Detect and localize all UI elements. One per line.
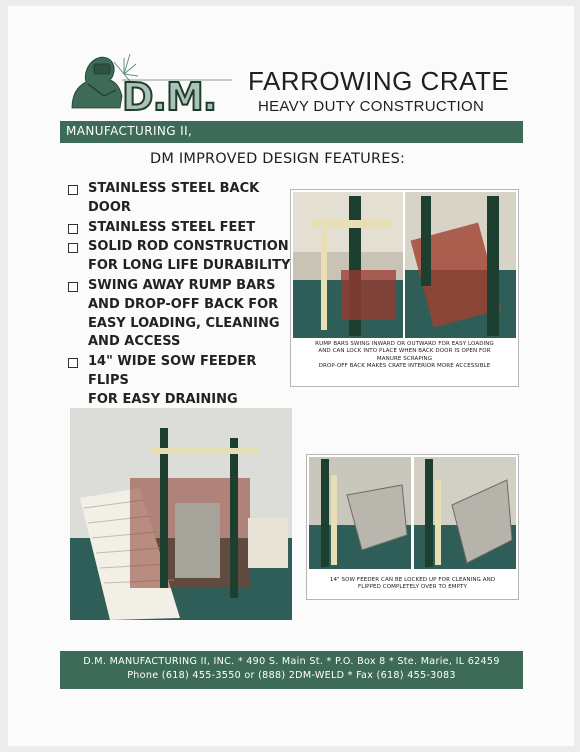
footer-band bbox=[60, 651, 523, 689]
crate-photo bbox=[70, 408, 292, 620]
feature-item: SWING AWAY RUMP BARS AND DROP-OFF BACK FOR EASY LOADING, CLEANING AND ACCESS bbox=[68, 277, 293, 352]
header-band bbox=[60, 121, 523, 143]
rump-bars-photo-panel bbox=[290, 189, 519, 387]
feature-item: STAINLESS STEEL FEET bbox=[68, 219, 293, 238]
checkbox-icon bbox=[68, 282, 78, 292]
feature-item: STAINLESS STEEL BACK DOOR bbox=[68, 180, 293, 218]
dm-logo bbox=[64, 46, 234, 116]
crate-photo-image bbox=[70, 408, 292, 620]
checkbox-icon bbox=[68, 224, 78, 234]
page-title: FARROWING CRATE bbox=[248, 66, 510, 96]
features-list bbox=[68, 180, 293, 411]
checkbox-icon bbox=[68, 185, 78, 195]
header-band-label: MANUFACTURING II, bbox=[66, 124, 193, 138]
welder-illustration bbox=[72, 57, 122, 108]
checkbox-icon bbox=[68, 358, 78, 368]
feeder-caption: 14" SOW FEEDER CAN BE LOCKED UP FOR CLEANING AND FLIPPED COMPLETELY OVER TO EMPTY bbox=[329, 577, 496, 591]
rump-bars-photo bbox=[291, 190, 518, 340]
feeder-photo bbox=[307, 455, 518, 571]
logo-text: D.M. bbox=[122, 75, 217, 116]
page-subtitle: HEAVY DUTY CONSTRUCTION bbox=[258, 98, 485, 115]
footer-address: D.M. MANUFACTURING II, INC. * 490 S. Main St. * P.O. Box 8 * Ste. Marie, IL 62459 bbox=[83, 656, 500, 667]
feeder-photo-panel bbox=[306, 454, 519, 600]
rump-bars-caption: RUMP BARS SWING INWARD OR OUTWARD FOR EASY LOADING AND CAN LOCK INTO PLACE WHEN BACK DOOR IS OPEN FOR MANURE SCRAPING DROP-OFF BACK MAKES CRATE INTERIOR MORE ACCESSIBLE bbox=[315, 341, 494, 370]
feature-item: SOLID ROD CONSTRUCTION FOR LONG LIFE DURABILITY bbox=[68, 238, 293, 276]
footer-contact: Phone (618) 455-3550 or (888) 2DM-WELD * Fax (618) 455-3083 bbox=[127, 670, 456, 681]
checkbox-icon bbox=[68, 243, 78, 253]
feature-item: 14" WIDE SOW FEEDER FLIPS FOR EASY DRAINING bbox=[68, 353, 293, 409]
features-heading: DM IMPROVED DESIGN FEATURES: bbox=[150, 151, 406, 167]
